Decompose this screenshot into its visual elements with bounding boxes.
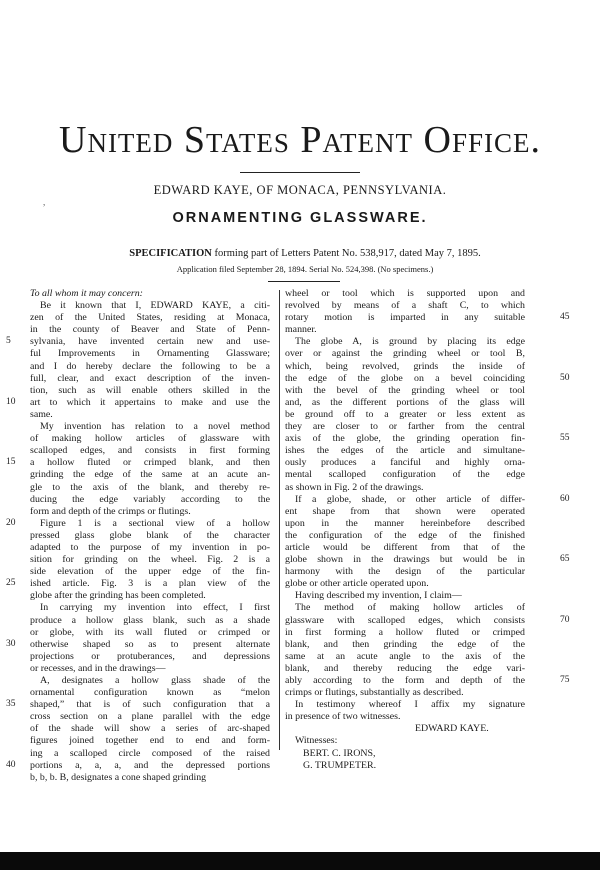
column-divider [279, 290, 280, 750]
line-number: 35 [6, 699, 16, 710]
text-line: EDWARD KAYE. [415, 723, 489, 735]
text-line: projections or protuberances, and depressions [30, 650, 270, 662]
line-number: 30 [6, 638, 16, 649]
text-line: in the county of Beaver and State of Penn- [30, 324, 270, 336]
text-line: zen of the United States, residing at Monaca, [30, 312, 270, 324]
text-line: If a globe, shade, or other article of differ- [295, 493, 525, 505]
line-number: 65 [560, 554, 570, 565]
inventor-line: EDWARD KAYE, OF MONACA, PENNSYLVANIA. [153, 183, 447, 197]
text-line: rotary motion is imparted in any suitable [285, 312, 525, 324]
line-number: 40 [6, 759, 16, 770]
line-number: 70 [560, 614, 570, 625]
line-number: 20 [6, 517, 16, 528]
text-line: blank, and then grinding the edge of the [285, 638, 525, 650]
text-line: the edge of the globe on a bevel coinciding [285, 372, 525, 384]
text-line: globe or other article operated upon. [285, 578, 429, 590]
left-column [30, 288, 270, 784]
text-line: and, as the different portions of the glass will [285, 396, 525, 408]
text-line: produce a hollow glass blank, such as a shade [30, 614, 270, 626]
text-line: wheel or tool which is supported upon and [285, 288, 525, 299]
header-rule [268, 281, 340, 282]
text-line: otherwise shaped so as to present alternate [30, 638, 270, 650]
text-line: they are closer to or farther from the central [285, 421, 525, 433]
text-line: same. [30, 408, 53, 420]
text-line: ously produces a fanciful and highly orna- [285, 457, 525, 469]
text-line: My invention has relation to a novel method [40, 421, 270, 433]
text-line: tion, such as will enable others skilled in the [30, 384, 270, 396]
text-line: ing a scalloped circle composed of the raised [30, 747, 270, 759]
text-line: revolved by means of a shaft C, to which [285, 300, 525, 312]
text-line: ducing the edge variably according to the [30, 493, 270, 505]
text-line: in first forming a hollow fluted or crimped [285, 626, 525, 638]
text-line: globe shown in the drawings but would be in [285, 554, 525, 566]
line-number: 15 [6, 457, 16, 468]
line-number: 75 [560, 675, 570, 686]
text-line: ornamental configuration known as “melon [30, 687, 270, 699]
line-number: 45 [560, 312, 570, 323]
title-rule [240, 172, 360, 173]
text-line: ably according to the form and depth of the [285, 675, 525, 686]
text-line: To all whom it may concern: [30, 288, 143, 299]
text-line: G. TRUMPETER. [303, 759, 377, 771]
text-line: grinding the edge of the same at an acute an- [30, 469, 270, 481]
text-line: blank, and thereby reducing the edge vari- [285, 662, 525, 674]
text-line: as shown in Fig. 2 of the drawings. [285, 481, 424, 493]
text-line: adapted to the purpose of my invention in po- [30, 541, 270, 553]
text-line: of the shade will show a series of arc-shaped [30, 723, 270, 735]
text-line: mental scalloped configuration of the edge [285, 469, 525, 481]
text-line: or globe, with its wall fluted or crimped or [30, 626, 270, 638]
text-line: portions a, a, a, and the depressed portions [30, 759, 270, 771]
text-line: ished article. Fig. 3 is a plan view of the [30, 578, 270, 590]
text-line: a hollow fluted or crimped blank, and then [30, 457, 270, 469]
specification-label: SPECIFICATION [129, 248, 212, 259]
right-column [285, 288, 525, 772]
text-line: or recesses, and in the drawings— [30, 662, 166, 674]
text-line: ful Improvements in Ornamenting Glassware; [30, 348, 270, 360]
invention-title: ORNAMENTING GLASSWARE. [172, 210, 428, 226]
text-line: In testimony whereof I affix my signature [295, 699, 525, 711]
text-line: figures joined together end to end and form- [30, 735, 270, 747]
scan-edge-bar [0, 852, 600, 870]
text-line: ishes the edges of the article and simultane- [285, 445, 525, 457]
text-line: ent shape from that shown were operated [285, 505, 525, 517]
text-line: art to which it appertains to make and use the [30, 396, 270, 408]
text-line: be ground off to a greater or less extent as [285, 408, 525, 420]
text-line: Be it known that I, EDWARD KAYE, a citi- [40, 300, 270, 312]
text-line: shaped,” that is of such configuration that a [30, 699, 270, 711]
text-line: BERT. C. IRONS, [303, 747, 376, 759]
text-line: Witnesses: [295, 735, 338, 747]
office-title: United States Patent Office. [59, 119, 541, 161]
text-line: article would be different from that of the [285, 541, 525, 553]
text-line: and I do hereby declare the following to be a [30, 360, 270, 372]
text-line: The method of making hollow articles of [295, 602, 525, 614]
text-line: A, designates a hollow glass shade of the [40, 675, 270, 686]
specification-line [40, 248, 570, 259]
text-line: upon in the manner hereinbefore described [285, 517, 525, 529]
text-line: with the bevel of the grinding wheel or tool [285, 384, 525, 396]
text-line: In carrying my invention into effect, I first [40, 602, 270, 614]
text-line: over or against the grinding wheel or tool B, [285, 348, 525, 360]
application-line: Application filed September 28, 1894. Serial No. 524,398. (No specimens.) [176, 264, 434, 274]
page-mark: , [43, 197, 46, 207]
text-line: Figure 1 is a sectional view of a hollow [40, 517, 270, 529]
line-number: 55 [560, 433, 570, 444]
line-number: 60 [560, 493, 570, 504]
text-line: b, b, b. B, designates a cone shaped grinding [30, 771, 207, 783]
text-line: of making hollow articles of glassware with [30, 433, 270, 445]
text-line: cross section on a plane parallel with the edge [30, 711, 270, 723]
text-line: Having described my invention, I claim— [295, 590, 462, 602]
text-line: the configuration of the edge of the finished [285, 529, 525, 541]
line-number: 50 [560, 372, 570, 383]
specification-text: forming part of Letters Patent No. 538,917, dated May 7, 1895. [214, 248, 481, 259]
text-line: harmony with the design of the particular [285, 566, 525, 578]
text-line: sition for grinding on the wheel. Fig. 2 is a [30, 554, 270, 566]
text-line: manner. [285, 324, 317, 336]
text-line: glassware with scalloped edges, which consists [285, 614, 525, 626]
text-line: scalloped edges, and consists in first forming [30, 445, 270, 457]
text-line: axis of the globe, the grinding operation fin- [285, 433, 525, 445]
text-line: side elevation of the upper edge of the fin- [30, 566, 270, 578]
text-line: form and depth of the crimps or flutings. [30, 505, 191, 517]
text-line: in presence of two witnesses. [285, 711, 401, 723]
text-line: same at an acute angle to the axis of the [285, 650, 525, 662]
text-line: The globe A, is ground by placing its edge [295, 336, 525, 348]
text-line: which, being revolved, grinds the inside of [285, 360, 525, 372]
text-line: crimps or flutings, substantially as described. [285, 687, 464, 699]
line-number: 5 [6, 336, 11, 347]
text-line: pressed glass globe blank of the character [30, 529, 270, 541]
text-line: sylvania, have invented certain new and use- [30, 336, 270, 348]
text-line: globe after the grinding has been completed. [30, 590, 206, 602]
line-number: 25 [6, 578, 16, 589]
line-number: 10 [6, 396, 16, 407]
text-line: full, clear, and exact description of the inven- [30, 372, 270, 384]
text-line: gle to the axis of the blank, and thereby re- [30, 481, 270, 493]
